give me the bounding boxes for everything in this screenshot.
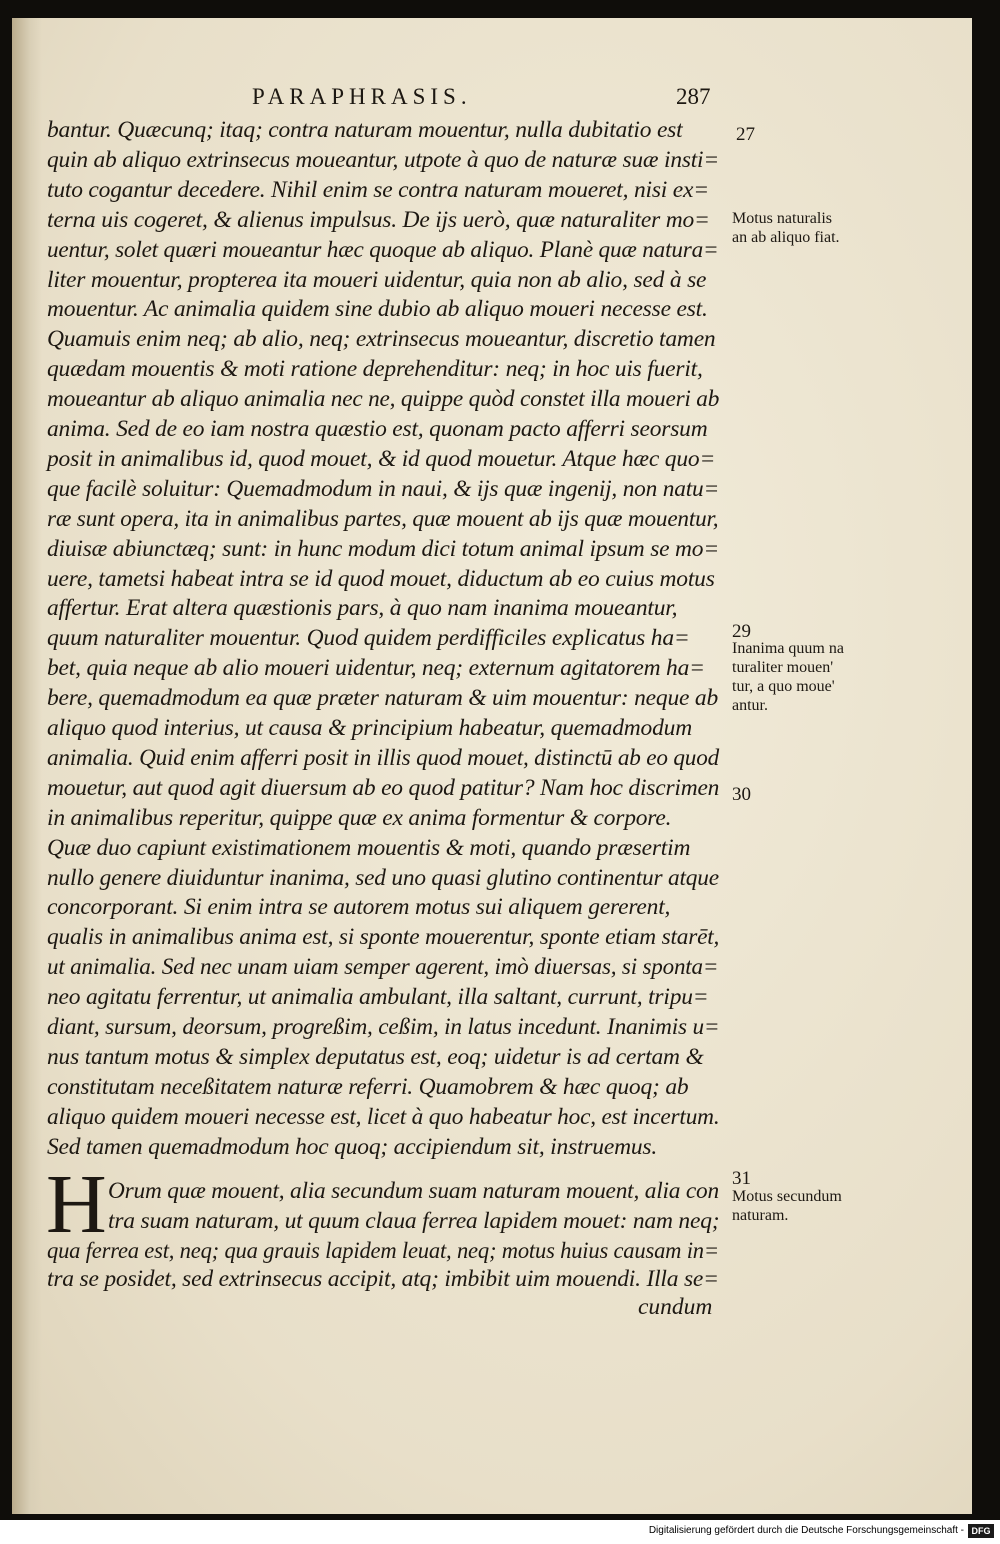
- page-gutter-shadow: [12, 18, 42, 1514]
- funding-credit: Digitalisierung gefördert durch die Deutsche Forschungsgemeinschaft -: [648, 1525, 964, 1536]
- footer-bar: [0, 1520, 1000, 1544]
- text-line: nullo genere diuiduntur inanima, sed uno quasi glutino continentur atque: [47, 864, 719, 891]
- text-line: uere, tametsi habeat intra se id quod mouet, diductum ab eo cuius motus: [47, 565, 715, 592]
- dfg-logo: DFG: [968, 1524, 994, 1538]
- text-line: affertur. Erat altera quæstionis pars, à quo nam inanima moueantur,: [47, 595, 678, 622]
- text-line: liter mouentur, propterea ita moueri uidentur, quia non ab alio, sed à se: [47, 266, 707, 293]
- text-line: moueantur ab aliquo animalia nec ne, quippe quòd constet illa moueri ab: [47, 386, 720, 413]
- text-line: quin ab aliquo extrinsecus moueantur, utpote à quo de naturæ suæ insti=: [47, 146, 719, 173]
- text-line: mouentur. Ac animalia quidem sine dubio ab aliquo moueri necesse est.: [47, 296, 708, 323]
- text-line: bantur. Quæcunq; itaq; contra naturam mouentur, nulla dubitatio est: [47, 117, 683, 143]
- text-line: concorporant. Si enim intra se autorem motus sui aliquem gererent,: [47, 894, 671, 921]
- text-line: terna uis cogeret, & alienus impulsus. De ijs uerò, quæ naturaliter mo=: [47, 206, 710, 233]
- margin-note-line: tur, a quo moue': [732, 678, 835, 695]
- margin-number: 29: [732, 621, 751, 642]
- text-line: animalia. Quid enim afferri posit in illis quod mouet, distinctū ab eo quod: [47, 744, 719, 771]
- margin-note-line: Inanima quum na: [732, 640, 844, 657]
- text-line: ræ sunt opera, ita in animalibus partes, quæ mouent ab ijs quæ mouentur,: [47, 505, 719, 532]
- text-line: anima. Sed de eo iam nostra quæstio est, quonam pacto afferri seorsum: [47, 416, 708, 442]
- margin-note-line: turaliter mouen': [732, 659, 834, 676]
- drop-cap: H: [46, 1158, 107, 1251]
- margin-note-line: naturam.: [732, 1207, 789, 1224]
- text-line: nus tantum motus & simplex deputatus est, eoq; uidetur is ad certam &: [47, 1043, 704, 1070]
- text-line: constitutam neceßitatem naturæ referri. Quamobrem & hæc quoq; ab: [47, 1073, 689, 1100]
- text-line: aliquo quidem moueri necesse est, licet à quo habeatur hoc, est incertum.: [47, 1103, 720, 1130]
- text-line: Quamuis enim neq; ab alio, neq; extrinsecus moueantur, discretio tamen: [47, 326, 716, 353]
- text-line: bet, quia neque ab alio moueri uidentur, neq; externum agitatorem ha=: [47, 655, 705, 682]
- text-line: ut animalia. Sed nec unam uiam semper agerent, imò diuersas, si sponta=: [47, 954, 719, 981]
- page-number: 287: [676, 84, 711, 109]
- text-line: Quæ duo capiunt existimationem mouentis & moti, quando præsertim: [47, 834, 691, 861]
- text-line: Orum quæ mouent, alia secundum suam naturam mouent, alia con: [108, 1178, 719, 1204]
- text-line: in animalibus reperitur, quippe quæ ex anima formentur & corpore.: [47, 804, 672, 831]
- text-line: bere, quemadmodum ea quæ præter naturam & uim mouentur: neque ab: [47, 685, 719, 712]
- margin-note: [732, 209, 840, 247]
- text-line: quædam mouentis & moti ratione deprehenditur: neq; in hoc uis fuerit,: [47, 356, 703, 383]
- text-line: quum naturaliter mouentur. Quod quidem perdifficiles explicatus ha=: [47, 625, 690, 652]
- margin-number: 31: [732, 1168, 751, 1189]
- margin-note-line: antur.: [732, 697, 768, 714]
- text-line: Sed tamen quemadmodum hoc quoq; accipiendum sit, instruemus.: [47, 1133, 658, 1160]
- text-line: que facilè soluitur: Quemadmodum in naui, & ijs quæ ingenij, non natu=: [47, 475, 720, 502]
- margin-note-line: an ab aliquo fiat.: [732, 229, 840, 246]
- text-line: aliquo quod interius, ut causa & principium habeatur, quemadmodum: [47, 715, 692, 741]
- catchword: cundum: [638, 1294, 713, 1320]
- text-line: qua ferrea est, neq; qua grauis lapidem leuat, neq; motus huius causam in=: [47, 1238, 719, 1264]
- margin-note-line: Motus secundum: [732, 1188, 842, 1205]
- margin-note: [732, 1187, 842, 1225]
- margin-note: [732, 639, 844, 715]
- text-line: qualis in animalibus anima est, si sponte mouerentur, sponte etiam starēt,: [47, 924, 720, 951]
- text-line: diant, sursum, deorsum, progreßim, ceßim, in latus incedunt. Inanimis u=: [47, 1014, 720, 1040]
- running-head: PARAPHRASIS.: [252, 84, 472, 109]
- text-line: tuto cogantur decedere. Nihil enim se contra naturam moueret, nisi ex=: [47, 176, 709, 203]
- margin-number: 30: [732, 784, 751, 805]
- margin-number: 27: [736, 124, 755, 145]
- text-line: neo agitatu ferrentur, ut animalia ambulant, illa saltant, currunt, tripu=: [47, 984, 709, 1011]
- text-line: posit in animalibus id, quod mouet, & id quod mouetur. Atque hæc quo=: [47, 445, 716, 472]
- margin-note-line: Motus naturalis: [732, 210, 832, 227]
- text-line: mouetur, aut quod agit diuersum ab eo quod patitur? Nam hoc discrimen: [47, 774, 720, 801]
- text-line: uentur, solet quæri moueantur hæc quoque ab aliquo. Planè quæ natura=: [47, 236, 719, 263]
- text-line: tra suam naturam, ut quum claua ferrea lapidem mouet: nam neq;: [108, 1208, 720, 1234]
- text-line: diuisæ abiunctæq; sunt: in hunc modum dici totum animal ipsum se mo=: [47, 535, 719, 562]
- text-line: tra se posidet, sed extrinsecus accipit, atq; imbibit uim mouendi. Illa se=: [47, 1266, 719, 1292]
